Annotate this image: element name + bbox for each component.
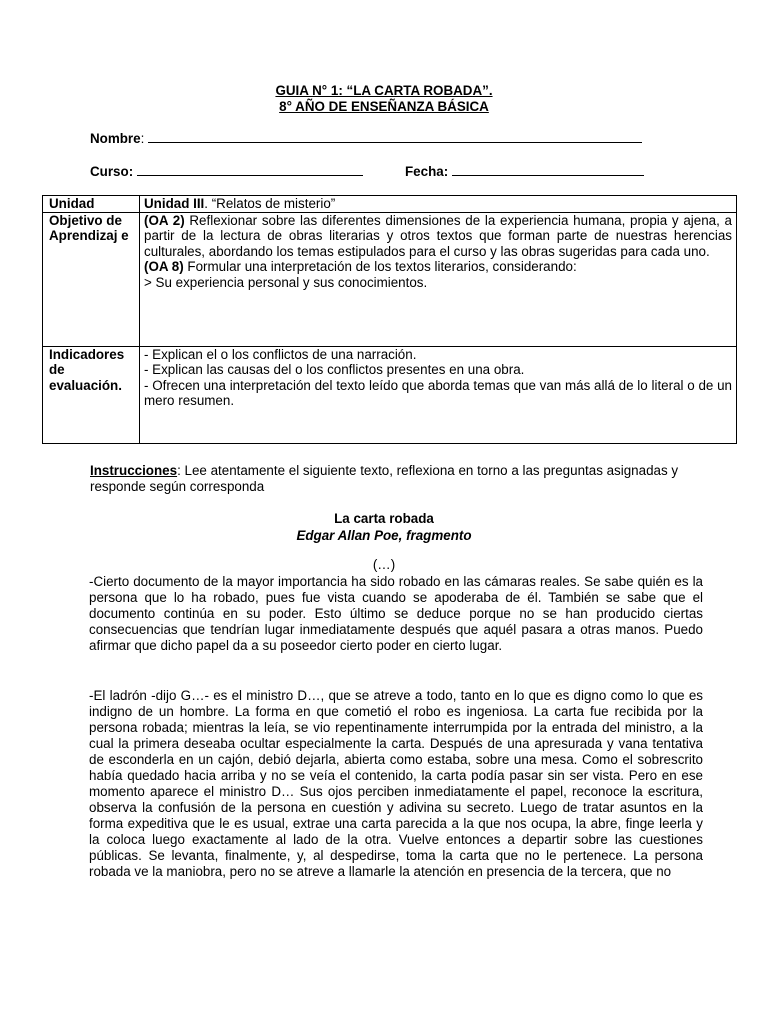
name-row: Nombre:: [90, 130, 642, 146]
instructions: [90, 463, 690, 495]
indicators-row: [43, 346, 737, 443]
story-paragraph: -El ladrón -dijo G…- es el ministro D…, que se atreve a todo, tanto en lo que es digno como lo que es indigno de un hombre. La forma en que cometió el robo es ingeniosa. La carta fue recibida por la persona robada; mientras la leía, se vio repentinamente interrumpida por la entrada del ministro, a la cual la primera deseaba ocultar especialmente la carta. Después de una apresurada y vana tentativa de esconderla en un cajón, debió dejarla, abierta como estaba, sobre una mesa. Como el sobrescrito había quedado hacia arriba y no se veía el contenido, la carta podía pasar sin ser vista. Pero en ese momento aparece el ministro D… Sus ojos perciben inmediatamente el papel, reconoce la escritura, observa la confusión de la persona en cuestión y adivina su secreto. Luego de tratar asuntos en la forma expeditiva que le es usual, extrae una carta parecida a la que nos ocupa, la abre, finge leerla y la coloca luego exactamente al lado de la otra. Vuelve entonces a departir sobre las cuestiones públicas. Se levanta, finalmente, y, al despedirse, toma la carta que no le pertenece. La persona robada ve la maniobra, pero no se atreve a llamarle la atención en presencia de la tercera, que no: [89, 688, 703, 879]
name-blank-line[interactable]: [148, 130, 642, 143]
unit-row: [43, 196, 737, 213]
date-row: [405, 163, 644, 179]
course-blank-line[interactable]: [137, 163, 363, 176]
indicators-label: Indicadores de evaluación.: [43, 346, 140, 443]
name-label: Nombre: [90, 131, 141, 146]
course-label: Curso:: [90, 164, 134, 179]
date-blank-line[interactable]: [452, 163, 644, 176]
objective-content: [140, 212, 737, 346]
story-author: Edgar Allan Poe, fragmento: [296, 528, 472, 543]
unit-title: . “Relatos de misterio”: [204, 196, 336, 211]
oa2-code: (OA 2): [144, 212, 185, 228]
curriculum-table: [42, 195, 737, 444]
objective-label: Objetivo de Aprendizaj e: [43, 212, 140, 346]
unit-number: Unidad III: [144, 196, 205, 211]
story-title: La carta robada: [334, 511, 434, 526]
course-row: [90, 163, 363, 179]
grade-title: 8° AÑO DE ENSEÑANZA BÁSICA: [279, 99, 489, 114]
guide-title: GUIA N° 1: “LA CARTA ROBADA”.: [275, 83, 493, 98]
unit-value: [140, 196, 737, 213]
story-paragraph: -Cierto documento de la mayor importancia ha sido robado en las cámaras reales. Se sabe quién es la persona que lo ha robado, pues fue vista cuando se apoderaba de él. También se sabe que el documento continúa en su poder. Esto último se deduce porque no se han producido ciertas consecuencias que tendrían lugar inmediatamente después que aquél pasara a otras manos. Puedo afirmar que dicho papel da a su poseedor cierto poder en cierto lugar.: [89, 574, 703, 653]
oa8-text: Formular una interpretación de los textos literarios, considerando:: [183, 259, 577, 275]
indicator-item: - Ofrecen una interpretación del texto leído que aborda temas que van más allá de lo literal o de un mero resumen.: [144, 377, 732, 409]
instructions-text: : Lee atentamente el siguiente texto, reflexiona en torno a las preguntas asignadas y responde según corresponda: [90, 463, 679, 494]
oa8-bullet: > Su experiencia personal y sus conocimientos.: [144, 274, 428, 290]
instructions-label: Instrucciones: [90, 463, 178, 478]
indicators-content: [140, 346, 737, 443]
date-label: Fecha:: [405, 164, 449, 179]
indicator-item: - Explican el o los conflictos de una narración.: [144, 346, 417, 362]
story-ellipsis: (…): [372, 557, 396, 572]
oa2-text: Reflexionar sobre las diferentes dimensiones de la experiencia humana, propia y ajena, a partir de la lectura de obras literarias y otros textos que forman parte de nuestras herencias culturales, abordando los temas estipulados para el curso y las obras sugeridas para cada uno.: [144, 212, 732, 259]
oa8-code: (OA 8): [144, 259, 184, 275]
unit-label: Unidad: [43, 196, 140, 213]
objective-row: [43, 212, 737, 346]
indicator-item: - Explican las causas del o los conflictos presentes en una obra.: [144, 362, 525, 378]
